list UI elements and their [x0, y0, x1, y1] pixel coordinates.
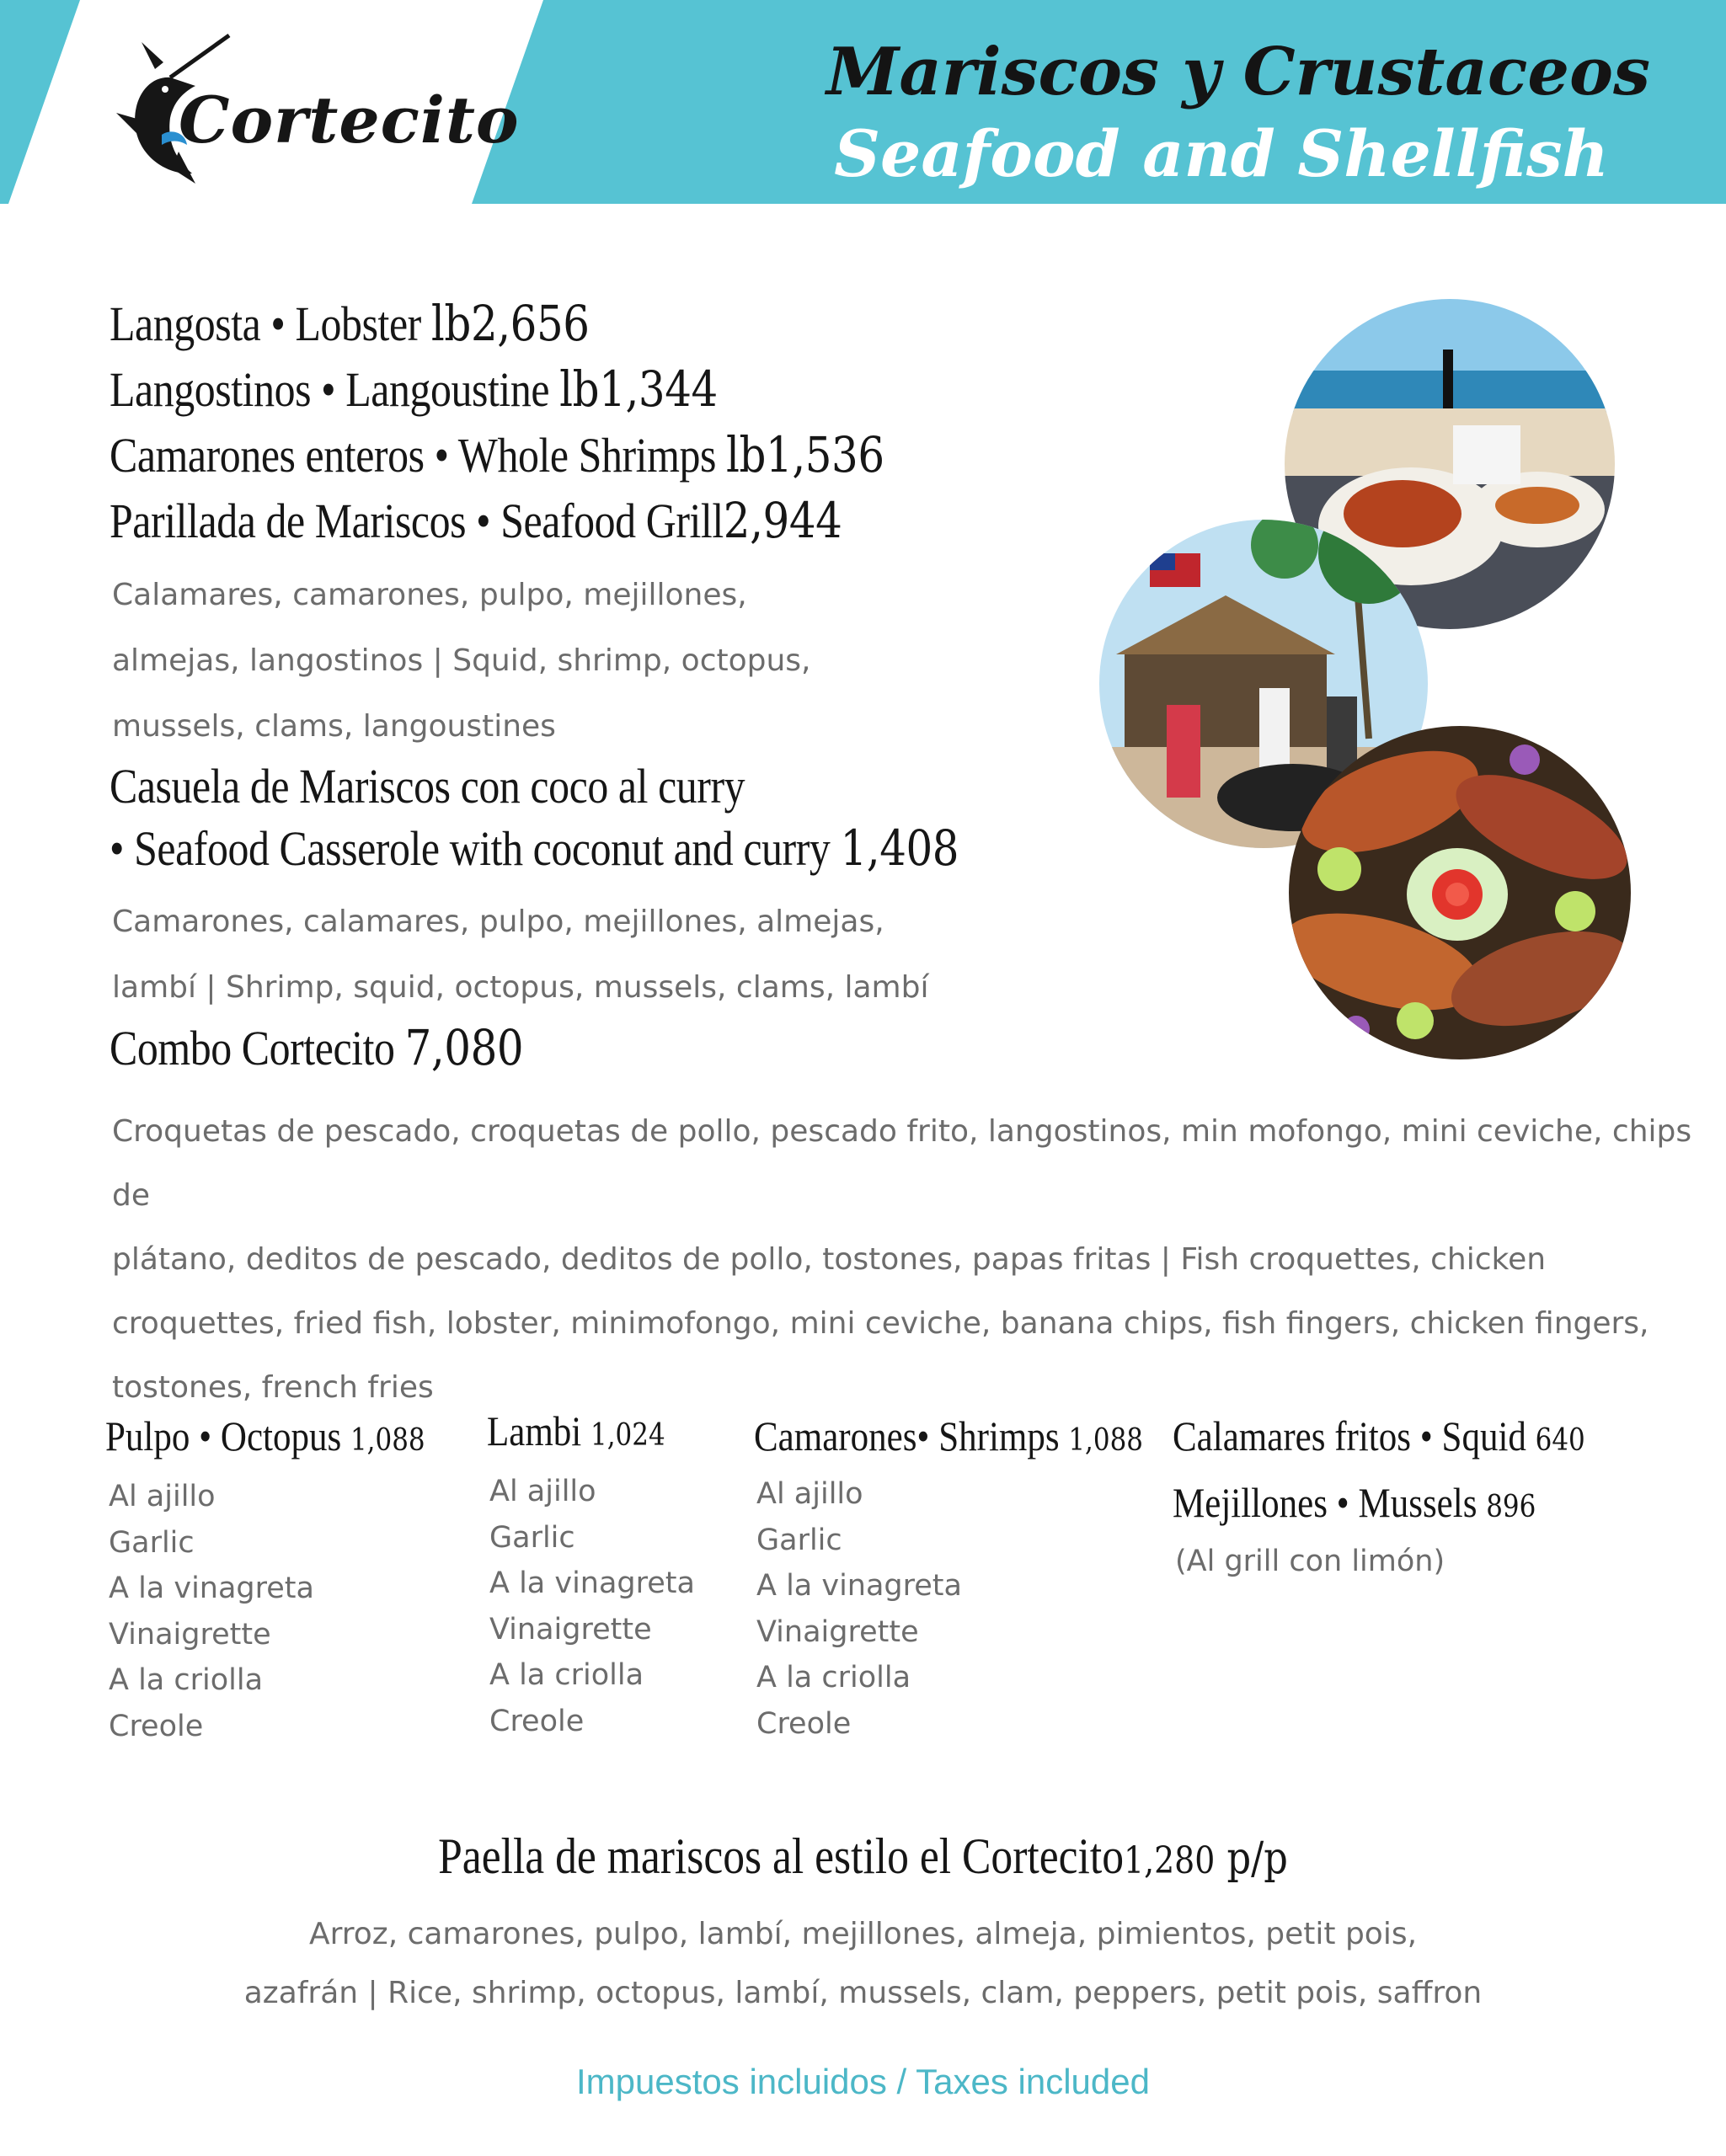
description-line: almejas, langostinos | Squid, shrimp, octopus, [112, 643, 811, 678]
column-price: 1,088 [350, 1423, 425, 1458]
option-item: A la vinagreta [756, 1569, 962, 1603]
item-price: 640 [1535, 1423, 1585, 1458]
menu-item-paella [0, 1828, 1726, 1886]
item-price: 7,080 [404, 1019, 524, 1076]
item-name: Parillada de Mariscos • Seafood Grill [110, 494, 724, 548]
item-price: 1,536 [766, 426, 884, 483]
logo-wordmark: Cortecito [179, 83, 520, 157]
description-line: Calamares, camarones, pulpo, mejillones, [112, 578, 747, 612]
item-name: Langosta • Lobster [110, 296, 421, 351]
option-item: Al ajillo [756, 1477, 863, 1511]
item-note: (Al grill con limón) [1175, 1545, 1445, 1578]
menu-item-casserole [110, 758, 959, 877]
page-title-english: Seafood and Shellfish [834, 116, 1609, 191]
option-item: Garlic [489, 1520, 575, 1555]
item-price: 2,656 [470, 295, 590, 352]
column-price: 1,088 [1068, 1423, 1143, 1458]
page-title-spanish: Mariscos y Crustaceos [826, 34, 1650, 110]
paella-description [0, 1905, 1726, 2023]
item-name: Mejillones • Mussels [1173, 1479, 1478, 1526]
option-item: A la criolla [489, 1658, 644, 1692]
combo-description [112, 1100, 1726, 1420]
item-price: 2,944 [723, 492, 842, 549]
description-line: tostones, french fries [112, 1370, 434, 1405]
item-name-line1: Casuela de Mariscos con coco al curry [110, 759, 745, 814]
lambi-options [489, 1469, 695, 1744]
description-line: lambí | Shrimp, squid, octopus, mussels, clams, lambí [112, 970, 929, 1005]
option-item: Vinaigrette [109, 1617, 271, 1652]
mussels-note [1175, 1539, 1445, 1585]
seafood-grill-description [112, 563, 811, 760]
taxes-note: Impuestos incluidos / Taxes included [576, 2062, 1150, 2101]
description-line: mussels, clams, langoustines [112, 709, 556, 744]
menu-item-seafood-grill [110, 492, 842, 549]
item-price: 896 [1486, 1490, 1536, 1524]
option-item: Creole [109, 1709, 204, 1743]
menu-item-langoustine [110, 360, 718, 418]
price-suffix: p/p [1215, 1833, 1288, 1884]
option-item: Vinaigrette [489, 1612, 652, 1646]
item-name: Paella de mariscos al estilo el Cortecito [438, 1828, 1125, 1884]
casserole-description [112, 889, 928, 1021]
option-item: Al ajillo [489, 1475, 596, 1508]
menu-item-mussels [1173, 1478, 1536, 1527]
option-item: Creole [489, 1704, 585, 1738]
description-line: azafrán | Rice, shrimp, octopus, lambí, mussels, clam, peppers, petit pois, saffron [243, 1976, 1483, 2010]
description-line: Croquetas de pescado, croquetas de pollo, pescado frito, langostinos, min mofongo, mini ceviche, chips de [112, 1114, 1692, 1213]
column-title-lambi [487, 1406, 665, 1455]
octopus-options [109, 1474, 314, 1749]
menu-item-combo [110, 1019, 523, 1076]
item-name: Camarones enteros • Whole Shrimps [110, 428, 716, 483]
option-item: A la criolla [109, 1663, 264, 1697]
option-item: Vinaigrette [756, 1614, 919, 1649]
item-name: Langostinos • Langoustine [110, 362, 550, 417]
description-line: Camarones, calamares, pulpo, mejillones, almejas, [112, 905, 884, 939]
item-name-line2: • Seafood Casserole with coconut and curry [110, 821, 831, 876]
column-title-octopus [105, 1412, 425, 1460]
item-unit: lb [559, 360, 600, 418]
column-price: 1,024 [590, 1418, 665, 1453]
item-price: 1,280 [1124, 1839, 1216, 1882]
item-name: Calamares fritos • Squid [1173, 1412, 1526, 1460]
option-item: Garlic [756, 1523, 842, 1557]
item-price: 1,408 [840, 819, 959, 877]
option-item: Garlic [109, 1525, 195, 1560]
item-unit: lb [725, 426, 767, 483]
option-item: A la vinagreta [489, 1566, 695, 1600]
description-line: croquettes, fried fish, lobster, minimofongo, mini ceviche, banana chips, fish fingers, chicken fingers, [112, 1306, 1649, 1341]
item-unit: lb [430, 295, 471, 352]
menu-item-squid [1173, 1412, 1585, 1460]
column-title-shrimps [754, 1412, 1143, 1460]
item-price: 1,344 [599, 360, 718, 418]
option-item: A la criolla [756, 1661, 911, 1694]
description-line: Arroz, camarones, pulpo, lambí, mejillones, almeja, pimientos, petit pois, [308, 1917, 1418, 1951]
column-title-text: Camarones• Shrimps [754, 1412, 1060, 1460]
shrimps-options [756, 1471, 962, 1747]
option-item: Al ajillo [109, 1480, 216, 1513]
menu-item-lobster [110, 295, 590, 352]
description-line: plátano, deditos de pescado, deditos de pollo, tostones, papas fritas | Fish croquettes, chicken [112, 1242, 1547, 1277]
option-item: A la vinagreta [109, 1572, 314, 1605]
option-item: Creole [756, 1706, 852, 1741]
column-title-text: Pulpo • Octopus [105, 1412, 342, 1460]
column-title-text: Lambi [487, 1407, 582, 1454]
menu-item-whole-shrimps [110, 426, 884, 483]
item-name: Combo Cortecito [110, 1021, 395, 1075]
seafood-platter-photo [1289, 726, 1631, 1059]
